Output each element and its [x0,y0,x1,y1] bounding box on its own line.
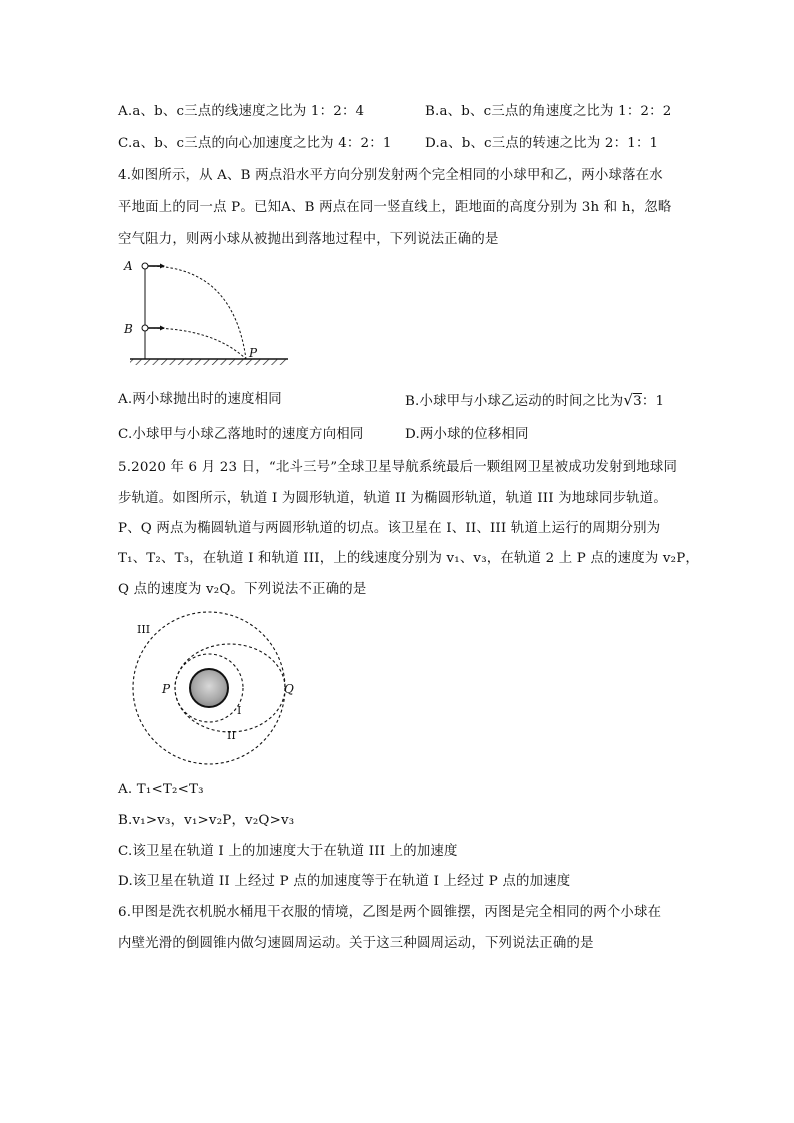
ground-hatch [130,359,288,365]
q5-option-a: A. T₁<T₂<T₃ [118,782,204,797]
label-p: P [249,346,258,360]
q3-option-c: C.a、b、c三点的向心加速度之比为 4：2：1 [118,136,392,151]
label-iii: III [137,623,151,636]
q3-option-a: A.a、b、c三点的线速度之比为 1：2：4 [118,104,365,119]
q6-stem-line2: 内壁光滑的倒圆锥内做匀速圆周运动。关于这三种圆周运动，下列说法正确的是 [118,936,594,951]
q4-stem-line1: 4.如图所示，从 A、B 两点沿水平方向分别发射两个完全相同的小球甲和乙，两小球落在水 [118,168,663,183]
sqrt-symbol: √ [623,391,634,409]
q5-orbit-figure [120,612,310,772]
sqrt-radicand: 3 [633,394,642,409]
q5-option-c: C.该卫星在轨道 I 上的加速度大于在轨道 III 上的加速度 [118,844,458,859]
q5-stem-line5: Q 点的速度为 v₂Q。下列说法不正确的是 [118,582,367,597]
q4-option-b-prefix: B.小球甲与小球乙运动的时间之比为 [405,394,624,409]
label-q: Q [284,682,294,696]
q5-stem-line1: 5.2020 年 6 月 23 日，“北斗三号”全球卫星导航系统最后一颗组网卫星被成功发射到地球同 [118,460,678,475]
q4-option-b [405,391,664,411]
ball-a [142,263,148,269]
ball-b [142,325,148,331]
earth [190,669,228,707]
q4-projectile-figure [118,255,293,375]
q4-option-a: A.两小球抛出时的速度相同 [118,392,282,407]
q5-option-b: B.v₁>v₃，v₁>v₂P，v₂Q>v₃ [118,813,295,828]
trajectory-a [148,266,246,359]
label-i: I [237,704,242,717]
label-p: P [162,682,171,696]
q3-option-b: B.a、b、c三点的角速度之比为 1：2：2 [425,104,672,119]
trajectory-b [148,328,246,359]
q4-option-b-suffix: ：1 [641,394,665,409]
q4-stem-line3: 空气阻力，则两小球从被抛出到落地过程中，下列说法正确的是 [118,232,499,247]
q5-stem-line3: P、Q 两点为椭圆轨道与两圆形轨道的切点。该卫星在 I、II、III 轨道上运行的周期分别为 [118,521,661,536]
q4-option-d: D.两小球的位移相同 [405,427,529,442]
q5-stem-line2: 步轨道。如图所示，轨道 I 为圆形轨道，轨道 II 为椭圆形轨道，轨道 III 为地球同步轨道。 [118,491,667,506]
label-a: A [124,259,133,273]
q5-option-d: D.该卫星在轨道 II 上经过 P 点的加速度等于在轨道 I 上经过 P 点的加速度 [118,874,571,889]
q3-option-d: D.a、b、c三点的转速之比为 2：1：1 [425,136,659,151]
q5-stem-line4: T₁、T₂、T₃，在轨道 I 和轨道 III，上的线速度分别为 v₁、v₃，在轨道 2 上 P 点的速度为 v₂P， [118,551,700,566]
q4-option-c: C.小球甲与小球乙落地时的速度方向相同 [118,427,364,442]
q6-stem-line1: 6.甲图是洗衣机脱水桶甩干衣服的情境，乙图是两个圆锥摆，丙图是完全相同的两个小球在 [118,905,662,920]
label-b: B [124,322,133,336]
label-ii: II [227,729,236,742]
q4-stem-line2: 平地面上的同一点 P。已知A、B 两点在同一竖直线上，距地面的高度分别为 3h 和 h，忽略 [118,200,672,215]
